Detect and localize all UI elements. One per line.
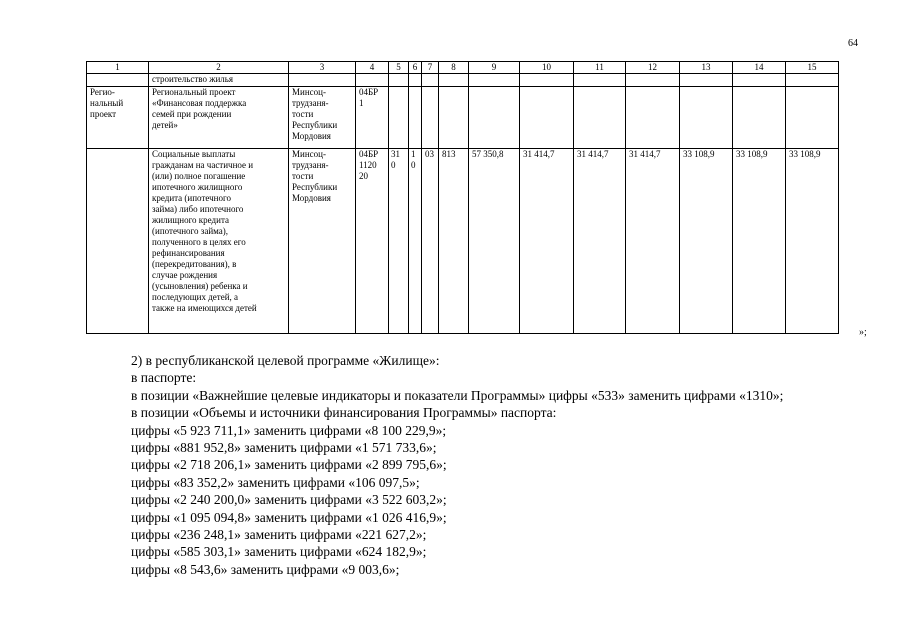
table-cell	[422, 74, 439, 87]
col-header: 7	[422, 62, 439, 74]
table-cell: 33 108,9	[680, 149, 733, 334]
table-cell	[733, 74, 786, 87]
table-cell	[439, 74, 469, 87]
paragraph-line: в позиции «Важнейшие целевые индикаторы и показатели Программы» цифры «533» заменить цифрами «1310»;	[131, 387, 784, 403]
paragraph-line: цифры «2 718 206,1» заменить цифрами «2 899 795,6»;	[131, 457, 447, 473]
table-cell: Социальные выплаты гражданам на частичное и (или) полное погашение ипотечного жилищного кредита (ипотечного займа) либо ипотечного жилищного кредита (ипотечного займа), полученного в целях его рефинансирования (перекредитования), в случае рождения (усыновления) ребенка и последующих детей, а также на имеющихся детей	[149, 149, 289, 334]
col-header: 15	[786, 62, 839, 74]
page-number: 64	[848, 38, 858, 49]
table-cell	[409, 74, 422, 87]
table-cell: Минсоц- трудзаня- тости Республики Мордовия	[289, 87, 356, 149]
col-header: 12	[626, 62, 680, 74]
table-cell: 31 414,7	[520, 149, 574, 334]
paragraph-line: в паспорте:	[131, 370, 197, 386]
table-cell	[87, 74, 149, 87]
table-cell: 31 0	[389, 149, 409, 334]
table-cell	[389, 74, 409, 87]
paragraph-line: в позиции «Объемы и источники финансирования Программы» паспорта:	[131, 405, 557, 421]
table-cell	[389, 87, 409, 149]
col-header: 6	[409, 62, 422, 74]
paragraph-line: 2) в республиканской целевой программе «Жилище»:	[131, 353, 440, 368]
table-cell: строительство жилья	[149, 74, 289, 87]
table-row	[87, 87, 839, 149]
table-row	[87, 149, 839, 334]
col-header: 10	[520, 62, 574, 74]
col-header: 8	[439, 62, 469, 74]
table-cell	[409, 87, 422, 149]
table-cell	[574, 74, 626, 87]
table-cell	[733, 87, 786, 149]
table-cell	[680, 87, 733, 149]
table-cell	[520, 87, 574, 149]
table-cell	[439, 87, 469, 149]
table-cell	[422, 87, 439, 149]
table-cell: 04БР 1120 20	[356, 149, 389, 334]
amendment-text	[131, 352, 891, 578]
table-cell	[680, 74, 733, 87]
col-header: 3	[289, 62, 356, 74]
table-cell	[520, 74, 574, 87]
table-cell: 33 108,9	[786, 149, 839, 334]
paragraph-line: цифры «236 248,1» заменить цифрами «221 627,2»;	[131, 527, 427, 543]
table-cell	[356, 74, 389, 87]
col-header: 4	[356, 62, 389, 74]
table-header-row	[87, 62, 839, 74]
paragraph-line: цифры «2 240 200,0» заменить цифрами «3 522 603,2»;	[131, 492, 447, 508]
table-cell	[87, 149, 149, 334]
table-cell: Регио- нальный проект	[87, 87, 149, 149]
table-cell: 57 350,8	[469, 149, 520, 334]
paragraph-line: цифры «8 543,6» заменить цифрами «9 003,6»;	[131, 561, 400, 577]
table-row	[87, 74, 839, 87]
table-cell	[786, 87, 839, 149]
table-cell: 1 0	[409, 149, 422, 334]
paragraph-line: цифры «881 952,8» заменить цифрами «1 571 733,6»;	[131, 440, 437, 456]
paragraph-line: цифры «585 303,1» заменить цифрами «624 182,9»;	[131, 544, 427, 560]
col-header: 1	[87, 62, 149, 74]
table-cell	[289, 74, 356, 87]
table-cell	[469, 87, 520, 149]
paragraph-line: цифры «83 352,2» заменить цифрами «106 097,5»;	[131, 474, 420, 490]
table-cell	[574, 87, 626, 149]
col-header: 5	[389, 62, 409, 74]
table-closing-mark: »;	[859, 327, 867, 338]
table-cell: 04БР 1	[356, 87, 389, 149]
paragraph-line: цифры «5 923 711,1» заменить цифрами «8 100 229,9»;	[131, 422, 447, 438]
table-cell: 31 414,7	[626, 149, 680, 334]
table-cell: 31 414,7	[574, 149, 626, 334]
table-cell: 33 108,9	[733, 149, 786, 334]
table-cell	[626, 87, 680, 149]
col-header: 2	[149, 62, 289, 74]
table-cell: Минсоц- трудзаня- тости Республики Мордовия	[289, 149, 356, 334]
table-cell	[786, 74, 839, 87]
col-header: 13	[680, 62, 733, 74]
col-header: 11	[574, 62, 626, 74]
table-cell: 03	[422, 149, 439, 334]
program-table	[86, 61, 839, 334]
col-header: 14	[733, 62, 786, 74]
table-cell	[469, 74, 520, 87]
table-cell	[626, 74, 680, 87]
table-cell: Региональный проект «Финансовая поддержка семей при рождении детей»	[149, 87, 289, 149]
table-cell: 813	[439, 149, 469, 334]
col-header: 9	[469, 62, 520, 74]
paragraph-line: цифры «1 095 094,8» заменить цифрами «1 026 416,9»;	[131, 509, 447, 525]
